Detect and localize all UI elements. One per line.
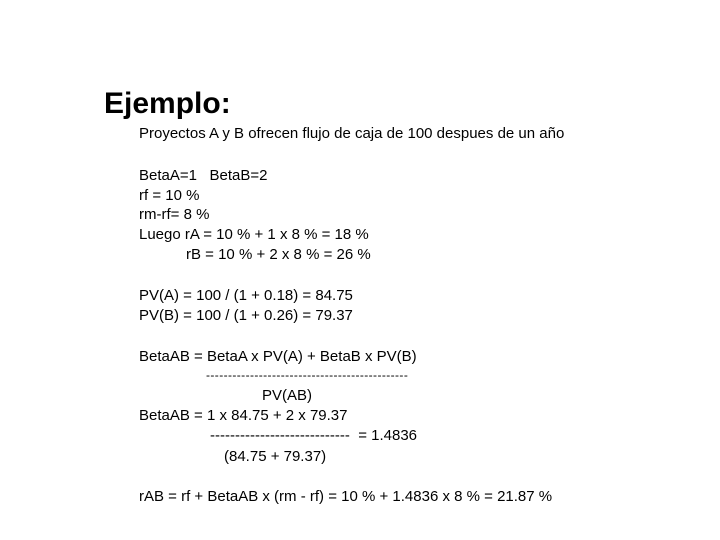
slide-title: Ejemplo: [104,87,231,120]
rb-line: rB = 10 % + 2 x 8 % = 26 % [186,246,371,263]
betas-line: BetaA=1 BetaB=2 [139,167,268,184]
intro-text: Proyectos A y B ofrecen flujo de caja de 100 despues de un año [139,125,565,142]
fraction-bar-2: ---------------------------- = 1.4836 [210,427,418,444]
pva-line: PV(A) = 100 / (1 + 0.18) = 84.75 [139,287,353,304]
pvab-line: PV(AB) [262,387,313,404]
denominator-line: (84.75 + 79.37) [224,448,327,465]
pvb-line: PV(B) = 100 / (1 + 0.26) = 79.37 [139,307,353,324]
beta-formula-line: BetaAB = BetaA x PV(A) + BetaB x PV(B) [139,348,417,365]
ra-line: Luego rA = 10 % + 1 x 8 % = 18 % [139,226,369,243]
premium-line: rm-rf= 8 % [139,206,210,223]
fraction-bar-1: ---------------------------------------------- [206,368,409,382]
rab-line: rAB = rf + BetaAB x (rm - rf) = 10 % + 1.4836 x 8 % = 21.87 % [139,488,553,505]
rf-line: rf = 10 % [139,187,200,204]
beta-calc-line: BetaAB = 1 x 84.75 + 2 x 79.37 [139,407,348,424]
